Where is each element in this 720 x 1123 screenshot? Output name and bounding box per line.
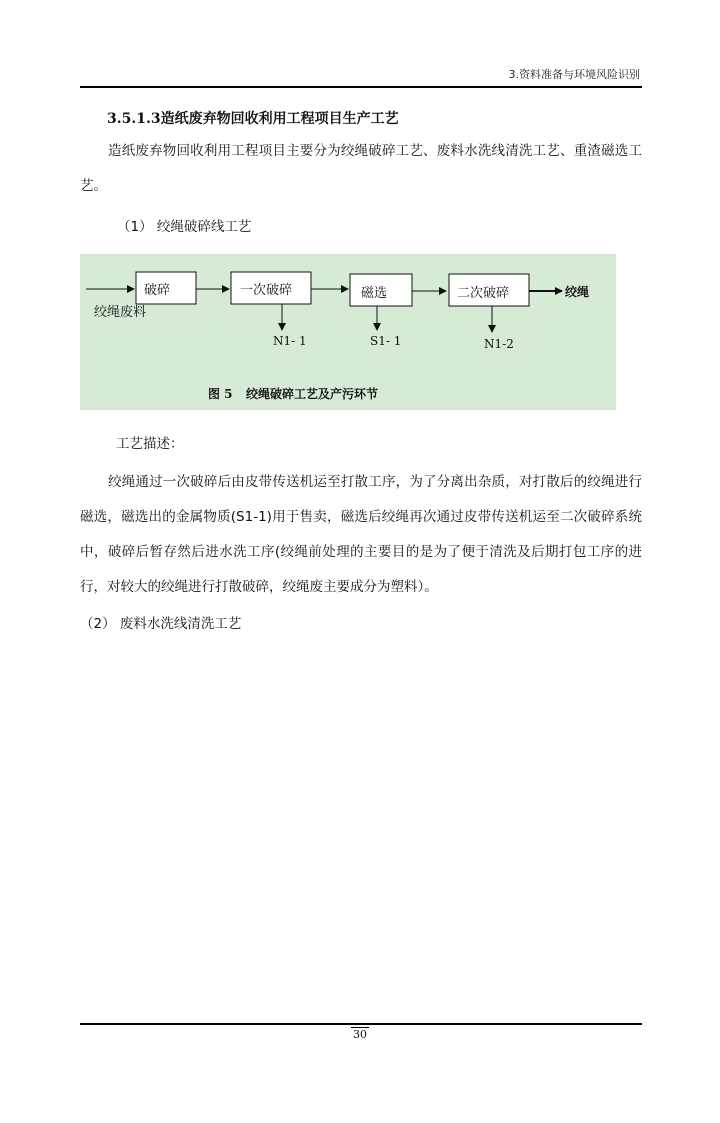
header-rule xyxy=(80,86,642,88)
subsection-marker: （2） xyxy=(80,616,116,632)
section-title: 造纸废弃物回收利用工程项目生产工艺 xyxy=(160,111,399,127)
intro-paragraph: 造纸废弃物回收利用工程项目主要分为绞绳破碎工艺、废料水洗线清洗工艺、重渣磁选工艺。 xyxy=(80,143,642,194)
step-label-magnetic-separation: 磁选 xyxy=(361,286,388,301)
page-number-text: 30 xyxy=(353,1028,367,1041)
description-label: 工艺描述： xyxy=(116,436,184,452)
subsection-title: 绞绳破碎线工艺 xyxy=(156,219,252,235)
emission-label-1: N1- 1 xyxy=(273,334,307,348)
section-number: 3.5.1.3 xyxy=(107,111,161,127)
output-label: 绞绳 xyxy=(565,285,590,299)
emission-label-2: S1- 1 xyxy=(370,334,402,348)
subsection-heading-1 xyxy=(117,215,251,235)
section-heading xyxy=(107,108,399,128)
footer-rule xyxy=(80,1023,642,1025)
step-label-crushing: 破碎 xyxy=(144,283,171,298)
subsection-title: 废料水洗线清洗工艺 xyxy=(119,616,242,632)
subsection-marker: （1） xyxy=(117,219,153,235)
subsection-heading-2 xyxy=(80,612,241,632)
flow-diagram xyxy=(80,254,616,410)
emission-label-3: N1-2 xyxy=(484,337,514,351)
step-label-primary-crushing: 一次破碎 xyxy=(240,283,293,298)
running-header: 3.资料准备与环境风险识别 xyxy=(508,68,640,81)
figure-caption-number: 图 5 xyxy=(208,387,233,401)
figure-caption-title: 绞绳破碎工艺及产污环节 xyxy=(246,387,379,401)
process-flow-figure xyxy=(80,254,616,410)
page-number xyxy=(0,1028,720,1041)
step-label-secondary-crushing: 二次破碎 xyxy=(457,286,510,301)
input-label: 绞绳废料 xyxy=(94,305,147,320)
description-paragraph: 绞绳通过一次破碎后由皮带传送机运至打散工序，为了分离出杂质，对打散后的绞绳进行磁选，磁选出的金属物质(S1-1)用于售卖，磁选后绞绳再次通过皮带传送机运至二次破碎系统中，破碎后暂存然后进水洗工序(绞绳前处理的主要目的是为了便于清洗及后期打包工序的进行，对较大的绞绳进行打散破碎，绞绳废主要成分为塑料）。 xyxy=(80,474,642,595)
